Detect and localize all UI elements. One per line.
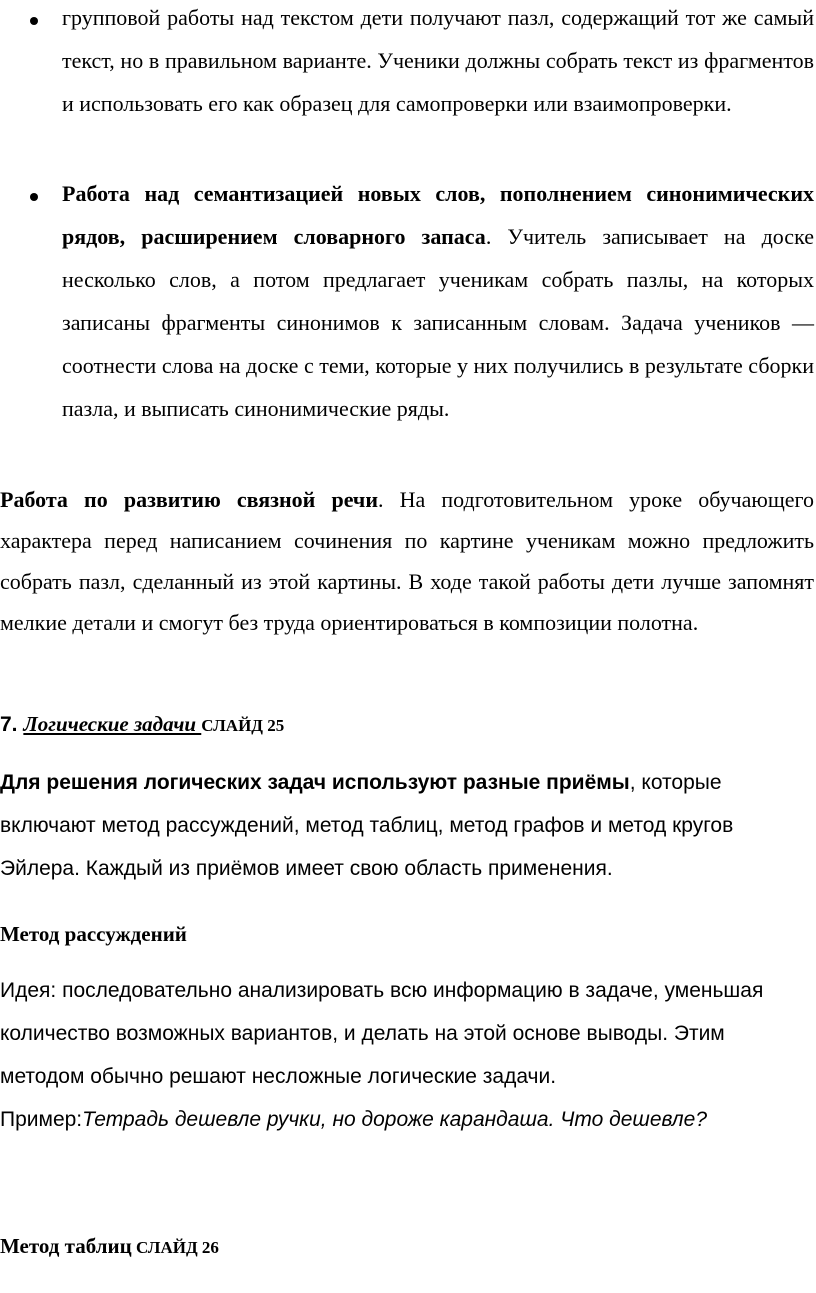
paragraph-text: . На подготовительном уроке обучающего характера перед написанием сочинения по картине ученикам можно предложить собрать пазл, сделанный из этой картины. В ходе такой работы дети лучше запомнят мелкие детали и смогут без труда ориентироваться в композиции полотна. [0, 487, 814, 635]
bullet-bold-lead: Работа над семантизацией новых слов, пополнением синонимических рядов, расширением словарного запаса [62, 181, 814, 249]
speech-development-paragraph [0, 479, 814, 643]
section-heading [0, 712, 814, 737]
logic-intro-paragraph [0, 761, 814, 890]
paragraph-bold-lead: Работа по развитию связной речи [0, 487, 378, 512]
section-title: Логические задачи [23, 712, 202, 736]
method-reasoning-example [0, 1108, 814, 1132]
example-text: Тетрадь дешевле ручки, но дороже карандаша. Что дешевле? [82, 1108, 708, 1131]
bullet-text: . Учитель записывает на доске несколько слов, а потом предлагает ученикам собрать пазлы, на которых записаны фрагменты синонимов к записанным словам. Задача учеников — соотнести слова на доске с теми, которые у них получились в результате сборки пазла, и выписать синонимические ряды. [62, 224, 814, 421]
bullet-dot [30, 17, 38, 25]
bullet-item-group-work [62, 0, 814, 125]
paragraph-text: , которые включают метод рассуждений, метод таблиц, метод графов и метод кругов Эйлера. Каждый из приёмов имеет свою область применения. [0, 771, 734, 880]
method-tables-heading [0, 1234, 814, 1259]
method-tables-title: Метод таблиц [0, 1234, 132, 1258]
bullet-dot [30, 193, 38, 201]
method-reasoning-idea: Идея: последовательно анализировать всю информацию в задаче, уменьшая количество возможных вариантов, и делать на этой основе выводы. Этим методом обычно решают несложные логические задачи. [0, 979, 764, 1088]
bullet-item-semantization [62, 172, 814, 430]
method-reasoning-heading: Метод рассуждений [0, 922, 187, 946]
section-number: 7. [0, 713, 24, 736]
example-label: Пример: [0, 1108, 83, 1131]
slide-label: СЛАЙД 26 [131, 1238, 219, 1257]
bullet-text: групповой работы над текстом дети получают пазл, содержащий тот же самый текст, но в правильном варианте. Ученики должны собрать текст из фрагментов и использовать его как образец для самопроверки или взаимопроверки. [62, 5, 814, 116]
paragraph-bold-lead: Для решения логических задач используют разные приёмы [0, 771, 630, 794]
slide-label: СЛАЙД 25 [201, 716, 285, 735]
